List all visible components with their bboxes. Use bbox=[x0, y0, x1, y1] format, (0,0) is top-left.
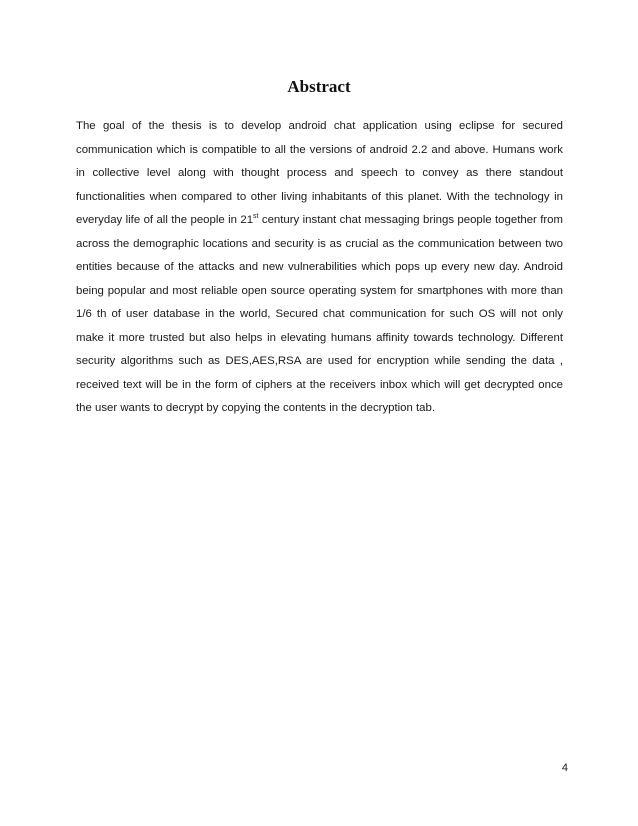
page-title: Abstract bbox=[287, 77, 351, 96]
abstract-text-part1: The goal of the thesis is to develop android chat application using eclipse for secured communication which is compatible to all the versions of android 2.2 and above. Humans work in collective level along with thought process and speech to convey as there standout functionalities when compared to other living inhabitants of this planet. With the technology in everyday life of all the people in 21 bbox=[76, 120, 563, 226]
ordinal-superscript: st bbox=[253, 213, 259, 221]
page-number: 4 bbox=[561, 762, 568, 774]
abstract-paragraph bbox=[76, 115, 563, 421]
abstract-text-part2: century instant chat messaging brings people together from across the demographic locations and security is as crucial as the communication between two entities because of the attacks and new vulnerabilities which pops up every new day. Android being popular and most reliable open source operating system for smartphones with more than 1/6 th of user database in the world, Secured chat communication for such OS will not only make it more trusted but also helps in elevating humans affinity towards technology. Different security algorithms such as DES,AES,RSA are used for encryption while sending the data , received text will be in the form of ciphers at the receivers inbox which will get decrypted once the user wants to decrypt by copying the contents in the decryption tab. bbox=[76, 214, 563, 414]
